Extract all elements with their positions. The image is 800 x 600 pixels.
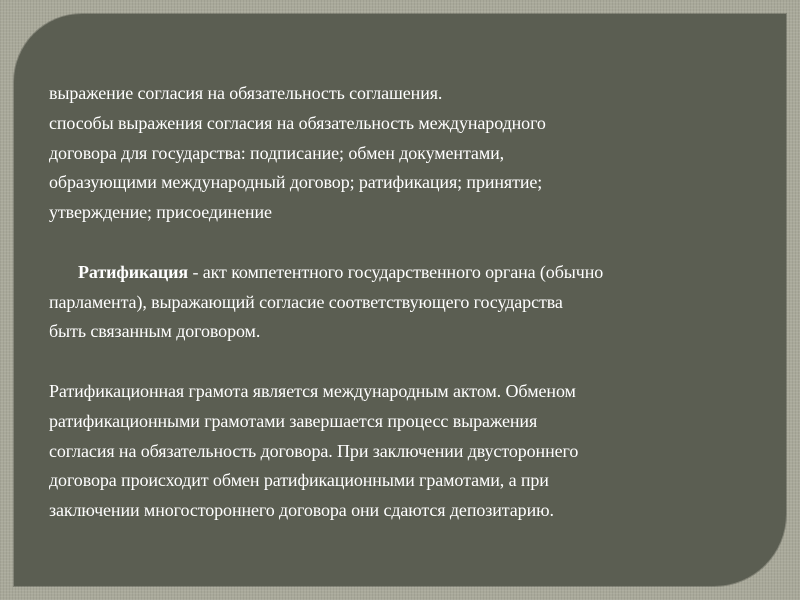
intro-line-1: выражение согласия на обязательность соглашения. [49,83,443,103]
intro-line-2: способы выражения согласия на обязательность международного [49,112,546,133]
intro-line-3: договора для государства: подписание; обмен документами, [49,142,505,163]
intro-line-5: утверждение; присоединение [49,202,272,223]
charter-line-4: договора происходит обмен ратификационными грамотами, а при [49,470,549,491]
intro-line-4: образующими международный договор; ратификация; принятие; [49,172,543,193]
paragraph-spacer [49,347,749,377]
definition-line-2: парламента), выражающий согласие соответствующего государства [49,291,563,312]
charter-line-5: заключении многостороннего договора они сдаются депозитарию. [49,500,554,521]
charter-line-1: Ратификационная грамота является международным актом. Обменом [49,380,576,401]
charter-line-2: ратификационными грамотами завершается процесс выражения [49,410,538,431]
definition-term: Ратификация [78,261,189,282]
definition-line-3: быть связанным договором. [49,321,261,342]
definition-line-1-text: - акт компетентного государственного органа (обычно [188,261,604,282]
paragraph-spacer [49,228,749,258]
slide-text [49,79,749,526]
definition-line-1 [49,258,749,288]
charter-line-3: согласия на обязательность договора. При заключении двустороннего [49,440,579,461]
